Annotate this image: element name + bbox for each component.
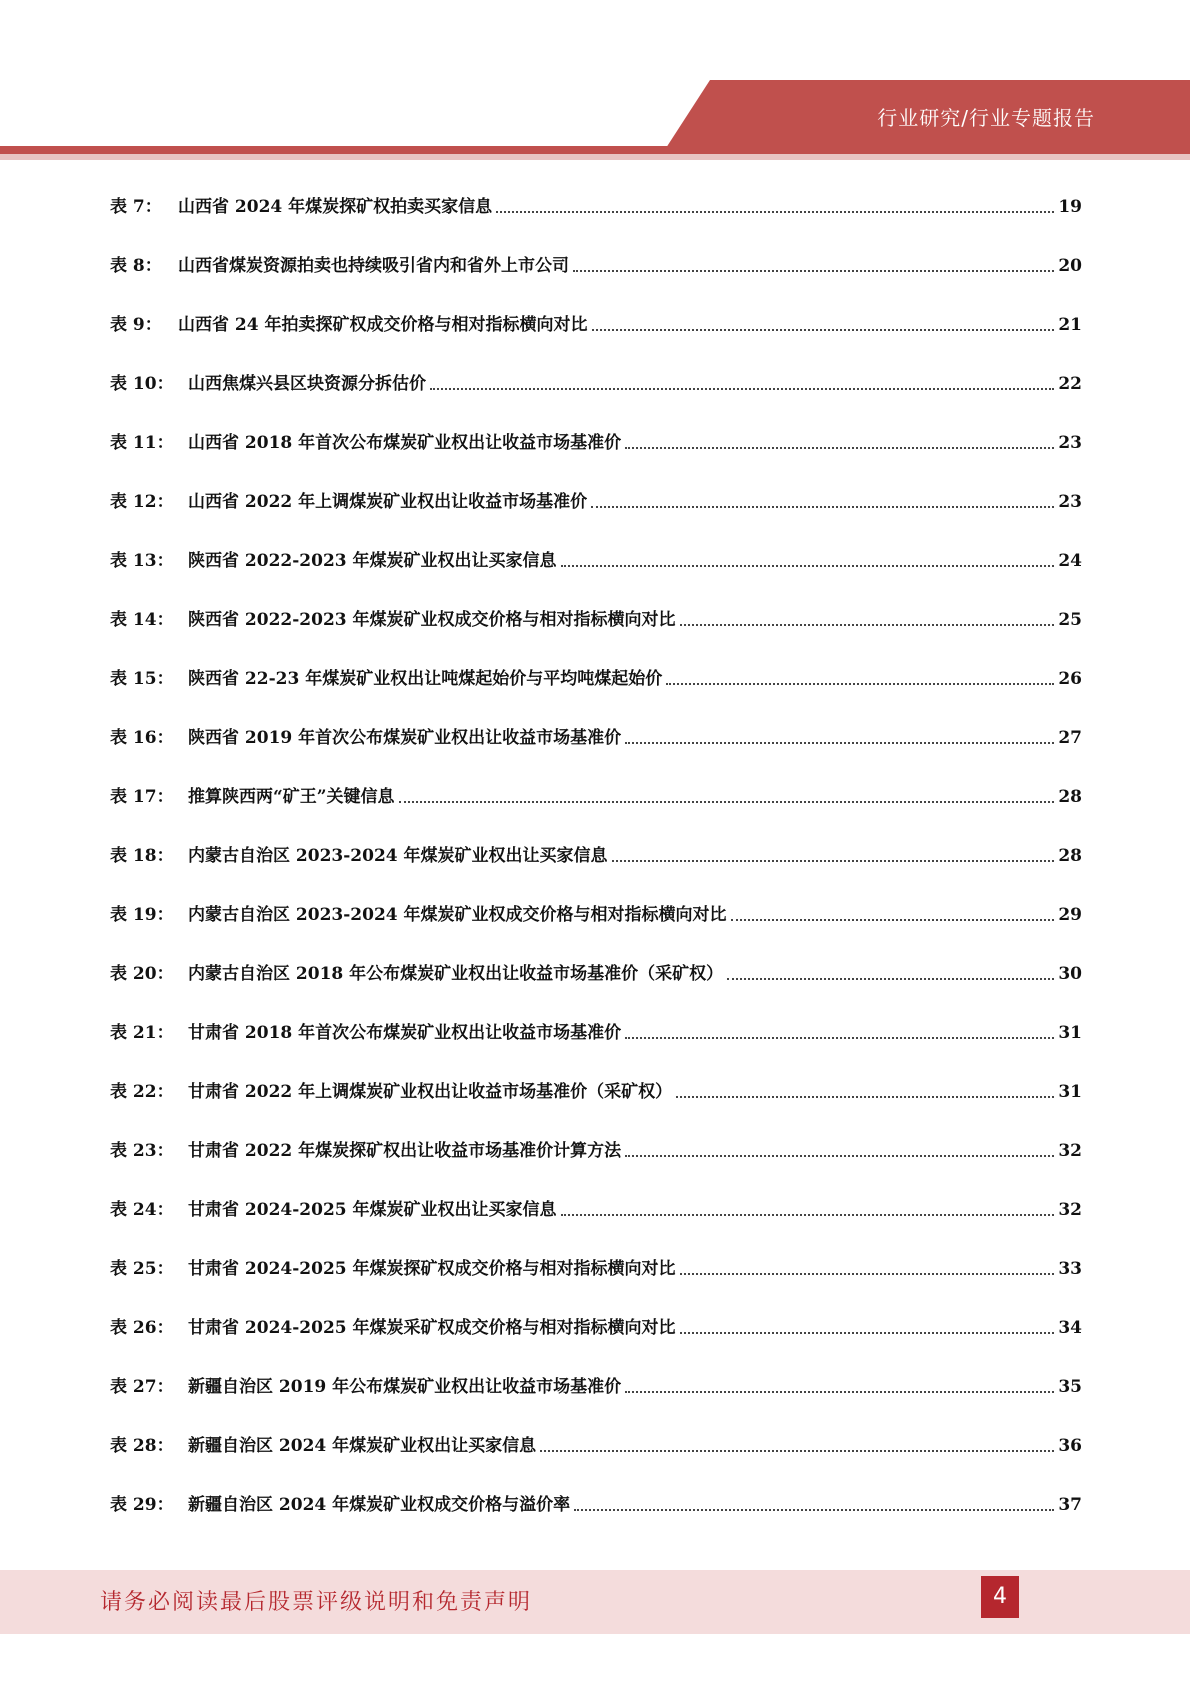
toc-entry-page: 28 [1058, 846, 1082, 866]
toc-dot-leader [612, 859, 1055, 862]
toc-entry[interactable] [110, 218, 1082, 277]
toc-entry-title: 内蒙古自治区 2023-2024 年煤炭矿业权成交价格与相对指标横向对比 [188, 905, 727, 925]
toc-entry-page: 24 [1058, 551, 1082, 571]
toc-entry[interactable] [110, 1103, 1082, 1162]
toc-entry-page: 35 [1058, 1377, 1082, 1397]
toc-dot-leader [540, 1449, 1054, 1452]
toc-entry-page: 21 [1058, 315, 1082, 335]
toc-dot-leader [573, 269, 1054, 272]
toc-dot-leader [592, 328, 1055, 331]
toc-entry-title: 内蒙古自治区 2023-2024 年煤炭矿业权出让买家信息 [188, 846, 608, 866]
toc-entry-label: 表 9： [110, 315, 162, 335]
toc-entry[interactable] [110, 690, 1082, 749]
header-rule [0, 146, 1190, 154]
toc-entry-label: 表 26： [110, 1318, 174, 1338]
toc-entry-label: 表 20： [110, 964, 174, 984]
toc-entry[interactable] [110, 808, 1082, 867]
toc-entry-page: 31 [1058, 1023, 1082, 1043]
toc-entry-page: 22 [1058, 374, 1082, 394]
toc-entry-page: 25 [1058, 610, 1082, 630]
toc-entry-title: 陕西省 2022-2023 年煤炭矿业权出让买家信息 [188, 551, 557, 571]
toc-dot-leader [399, 800, 1055, 803]
toc-entry-title: 甘肃省 2024-2025 年煤炭探矿权成交价格与相对指标横向对比 [188, 1259, 676, 1279]
toc-entry-title: 山西省 24 年拍卖探矿权成交价格与相对指标横向对比 [178, 315, 588, 335]
toc-entry-label: 表 18： [110, 846, 174, 866]
toc-dot-leader [676, 1095, 1054, 1098]
toc-entry-label: 表 22： [110, 1082, 174, 1102]
toc-entry-title: 新疆自治区 2024 年煤炭矿业权成交价格与溢价率 [188, 1495, 571, 1515]
toc-entry[interactable] [110, 196, 1082, 218]
toc-entry-title: 推算陕西两“矿王”关键信息 [188, 787, 395, 807]
toc-entry-page: 32 [1058, 1141, 1082, 1161]
toc-entry[interactable] [110, 1221, 1082, 1280]
toc-entry-title: 新疆自治区 2024 年煤炭矿业权出让买家信息 [188, 1436, 537, 1456]
toc-entry-title: 甘肃省 2024-2025 年煤炭矿业权出让买家信息 [188, 1200, 557, 1220]
toc-dot-leader [591, 505, 1054, 508]
toc-dot-leader [727, 977, 1054, 980]
toc-entry-title: 陕西省 2022-2023 年煤炭矿业权成交价格与相对指标横向对比 [188, 610, 676, 630]
toc-entry-title: 山西省 2024 年煤炭探矿权拍卖买家信息 [178, 197, 493, 217]
toc-entry-page: 23 [1058, 492, 1082, 512]
toc-entry-page: 27 [1058, 728, 1082, 748]
toc-entry[interactable] [110, 631, 1082, 690]
toc-entry[interactable] [110, 277, 1082, 336]
toc-entry-page: 20 [1058, 256, 1082, 276]
toc-entry[interactable] [110, 926, 1082, 985]
toc-entry-label: 表 23： [110, 1141, 174, 1161]
toc-entry-title: 甘肃省 2024-2025 年煤炭采矿权成交价格与相对指标横向对比 [188, 1318, 676, 1338]
header-band [0, 0, 1190, 170]
toc-entry-title: 陕西省 2019 年首次公布煤炭矿业权出让收益市场基准价 [188, 728, 622, 748]
toc-entry-page: 34 [1058, 1318, 1082, 1338]
toc-dot-leader [625, 1154, 1054, 1157]
toc-entry[interactable] [110, 1339, 1082, 1398]
toc-entry[interactable] [110, 1162, 1082, 1221]
toc-entry-label: 表 7： [110, 197, 162, 217]
toc-entry-page: 30 [1058, 964, 1082, 984]
toc-dot-leader [625, 741, 1054, 744]
toc-entry-label: 表 8： [110, 256, 162, 276]
toc-dot-leader [680, 623, 1055, 626]
toc-entry-label: 表 28： [110, 1436, 174, 1456]
toc-entry-title: 山西省 2022 年上调煤炭矿业权出让收益市场基准价 [188, 492, 588, 512]
toc-entry[interactable] [110, 749, 1082, 808]
toc-dot-leader [561, 564, 1055, 567]
toc-entry-title: 山西焦煤兴县区块资源分拆估价 [188, 374, 426, 394]
toc-entry-page: 28 [1058, 787, 1082, 807]
toc-dot-leader [680, 1272, 1055, 1275]
toc-entry[interactable] [110, 1044, 1082, 1103]
toc-entry-title: 甘肃省 2022 年煤炭探矿权出让收益市场基准价计算方法 [188, 1141, 622, 1161]
toc-entry-label: 表 16： [110, 728, 174, 748]
toc-entry-label: 表 19： [110, 905, 174, 925]
report-category: 行业研究/行业专题报告 [877, 106, 1095, 130]
toc-entry-label: 表 11： [110, 433, 174, 453]
toc-entry[interactable] [110, 336, 1082, 395]
toc-entry-label: 表 13： [110, 551, 174, 571]
toc-entry-label: 表 21： [110, 1023, 174, 1043]
toc-dot-leader [561, 1213, 1055, 1216]
toc-entry-label: 表 12： [110, 492, 174, 512]
header-rule-light [0, 154, 1190, 160]
toc-entry-page: 23 [1058, 433, 1082, 453]
toc-entry-label: 表 25： [110, 1259, 174, 1279]
toc-entry[interactable] [110, 395, 1082, 454]
toc-entry-title: 内蒙古自治区 2018 年公布煤炭矿业权出让收益市场基准价（采矿权） [188, 964, 724, 984]
toc-dot-leader [625, 1390, 1054, 1393]
toc-entry-label: 表 10： [110, 374, 174, 394]
toc-entry-title: 山西省 2018 年首次公布煤炭矿业权出让收益市场基准价 [188, 433, 622, 453]
toc-entry[interactable] [110, 513, 1082, 572]
toc-entry-page: 33 [1058, 1259, 1082, 1279]
toc-entry[interactable] [110, 867, 1082, 926]
toc-entry[interactable] [110, 1457, 1082, 1516]
toc-entry-label: 表 17： [110, 787, 174, 807]
toc-entry-page: 19 [1058, 197, 1082, 217]
toc-entry-page: 32 [1058, 1200, 1082, 1220]
toc-entry-title: 新疆自治区 2019 年公布煤炭矿业权出让收益市场基准价 [188, 1377, 622, 1397]
toc-entry-label: 表 24： [110, 1200, 174, 1220]
toc-entry[interactable] [110, 985, 1082, 1044]
toc-entry[interactable] [110, 1280, 1082, 1339]
toc-entry-label: 表 29： [110, 1495, 174, 1515]
toc-entry[interactable] [110, 572, 1082, 631]
page-number: 4 [981, 1576, 1019, 1618]
toc-entry-label: 表 15： [110, 669, 174, 689]
toc-entry-title: 山西省煤炭资源拍卖也持续吸引省内和省外上市公司 [178, 256, 569, 276]
toc-dot-leader [574, 1508, 1054, 1511]
toc-dot-leader [680, 1331, 1055, 1334]
toc-entry-label: 表 14： [110, 610, 174, 630]
toc-dot-leader [496, 210, 1054, 213]
toc-entry-title: 甘肃省 2022 年上调煤炭矿业权出让收益市场基准价（采矿权） [188, 1082, 673, 1102]
toc-dot-leader [731, 918, 1055, 921]
toc-entry-page: 26 [1058, 669, 1082, 689]
toc-dot-leader [625, 446, 1054, 449]
toc-entry[interactable] [110, 1398, 1082, 1457]
toc-entry-title: 陕西省 22-23 年煤炭矿业权出让吨煤起始价与平均吨煤起始价 [188, 669, 663, 689]
toc-dot-leader [666, 682, 1054, 685]
table-of-tables [110, 196, 1082, 1516]
toc-entry-page: 37 [1058, 1495, 1082, 1515]
toc-entry-page: 29 [1058, 905, 1082, 925]
toc-entry-title: 甘肃省 2018 年首次公布煤炭矿业权出让收益市场基准价 [188, 1023, 622, 1043]
toc-entry[interactable] [110, 454, 1082, 513]
toc-dot-leader [625, 1036, 1054, 1039]
toc-entry-label: 表 27： [110, 1377, 174, 1397]
toc-entry-page: 31 [1058, 1082, 1082, 1102]
toc-entry-page: 36 [1058, 1436, 1082, 1456]
toc-dot-leader [430, 387, 1054, 390]
disclaimer-text: 请务必阅读最后股票评级说明和免责声明 [100, 1590, 533, 1615]
